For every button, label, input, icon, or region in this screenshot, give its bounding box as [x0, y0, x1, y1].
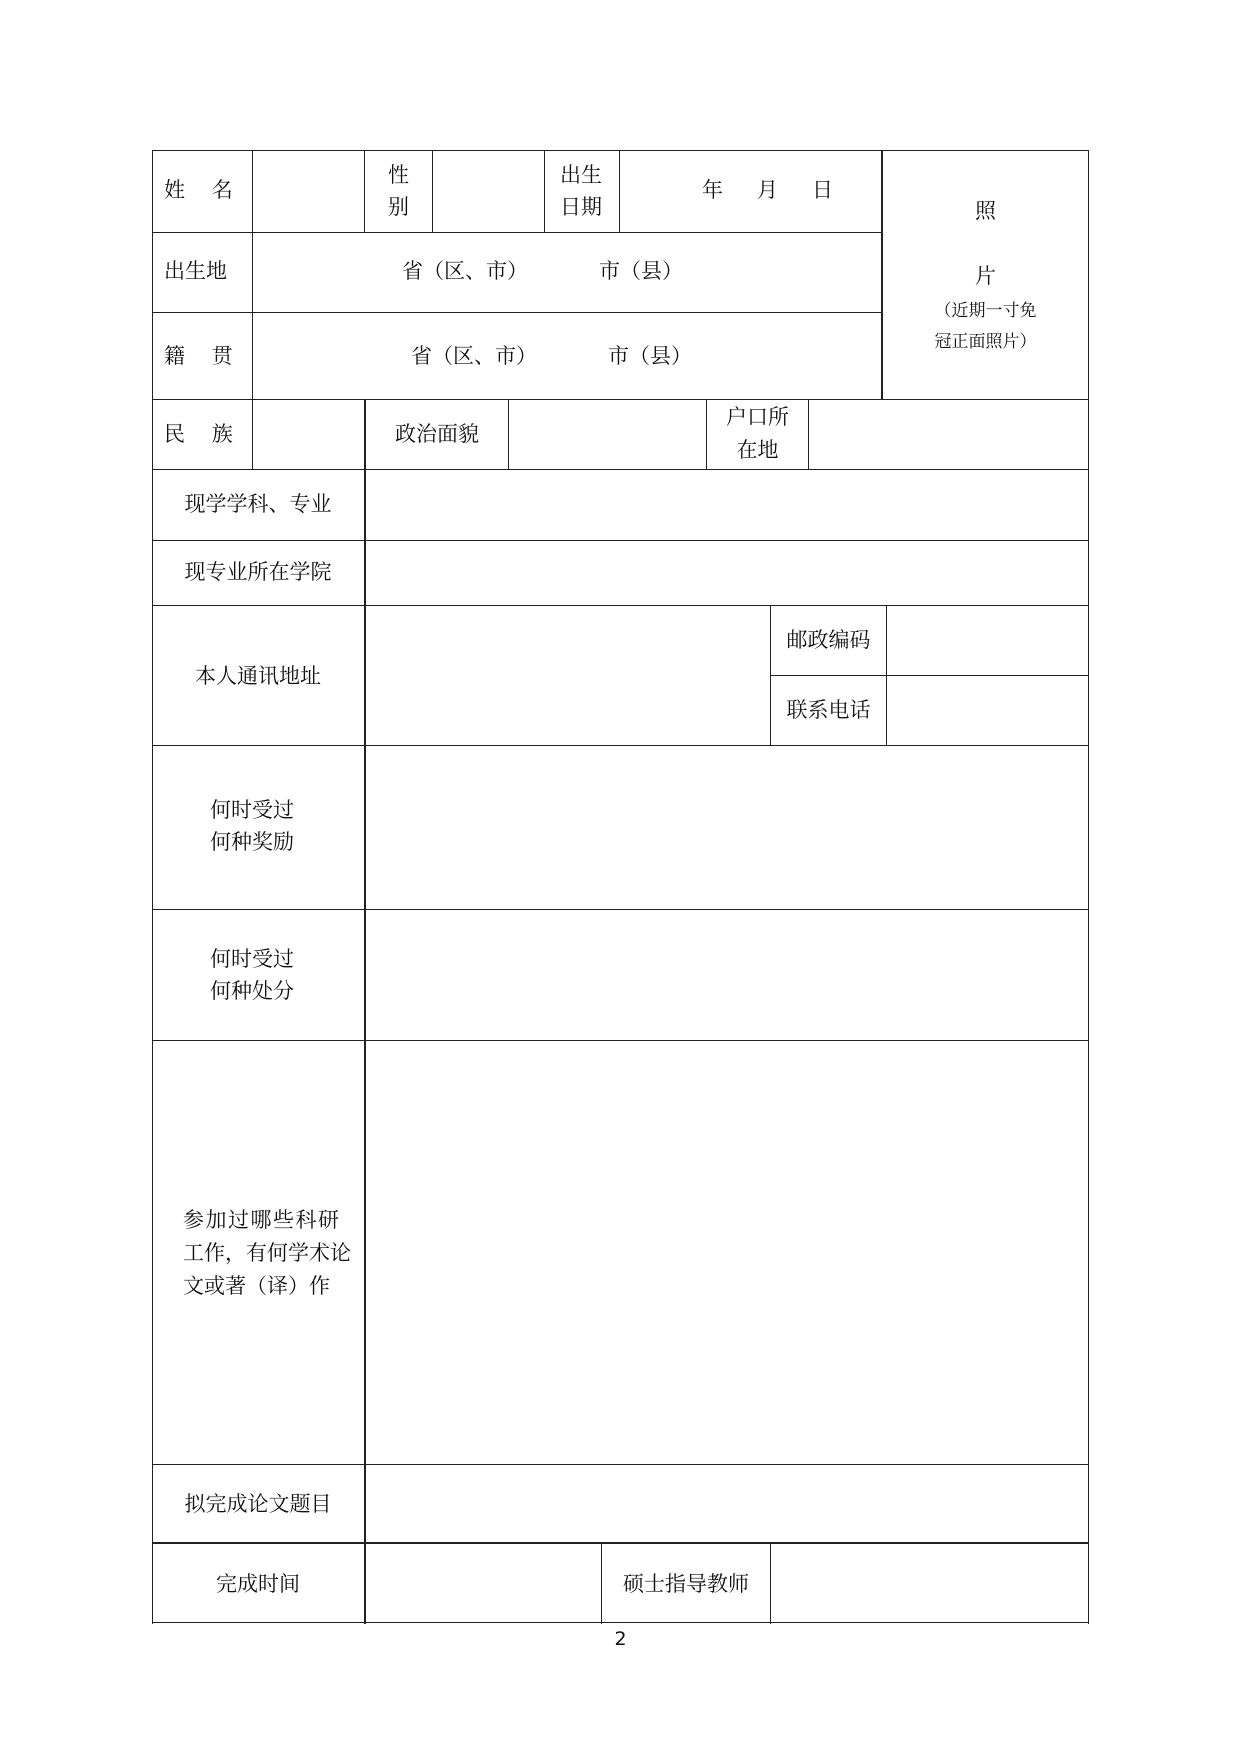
phone-input-cell[interactable]	[887, 676, 1088, 745]
research-input-cell[interactable]	[366, 1041, 1088, 1464]
finish-time-input-cell[interactable]	[366, 1544, 601, 1622]
birth-date-label-line2: 日期	[560, 195, 602, 219]
advisor-label: 硕士指导教师	[623, 1572, 749, 1596]
ethnicity-input-cell[interactable]	[253, 400, 364, 469]
postcode-label: 邮政编码	[786, 628, 871, 652]
address-input-cell[interactable]	[366, 606, 770, 745]
grid-line	[152, 1622, 1089, 1623]
awards-label-line1: 何时受过	[210, 798, 294, 822]
research-label-line2: 工作，有何学术论	[183, 1241, 351, 1265]
political-status-label: 政治面貌	[395, 422, 479, 446]
advisor-input-cell[interactable]	[771, 1544, 1088, 1622]
research-label-line1: 参加过哪些科研	[183, 1208, 341, 1232]
name-label: 姓 名	[164, 178, 233, 202]
photo-note-line2: 冠正面照片）	[934, 332, 1037, 352]
finish-time-label: 完成时间	[216, 1572, 300, 1596]
gender-label-line1: 性	[388, 163, 409, 187]
penalty-input-cell[interactable]	[366, 910, 1088, 1040]
penalty-label-line1: 何时受过	[210, 947, 294, 971]
grid-line	[364, 150, 365, 232]
birthplace-province-unit: 省（区、市）	[402, 259, 528, 283]
photo-label-char2: 片	[975, 264, 996, 288]
application-form-table	[152, 150, 1089, 1624]
thesis-title-label: 拟完成论文题目	[184, 1492, 332, 1516]
penalty-label-line2: 何种处分	[210, 979, 294, 1003]
birthplace-label: 出生地	[164, 259, 227, 283]
gender-label-line2: 别	[388, 195, 409, 219]
native-place-city-unit: 市（县）	[608, 344, 692, 368]
birth-date-label-line1: 出生	[560, 163, 602, 187]
phone-label: 联系电话	[786, 698, 871, 722]
college-input-cell[interactable]	[366, 541, 1088, 605]
birth-date-input-cell[interactable]	[620, 151, 881, 232]
birthplace-city-unit: 市（县）	[599, 259, 683, 283]
major-input-cell[interactable]	[366, 470, 1088, 540]
ethnicity-label: 民 族	[164, 422, 233, 446]
hukou-input-cell[interactable]	[809, 400, 1088, 469]
postcode-input-cell[interactable]	[887, 606, 1088, 675]
gender-input-cell[interactable]	[433, 151, 544, 232]
page-number: 2	[614, 1628, 627, 1650]
awards-input-cell[interactable]	[366, 746, 1088, 909]
photo-note-line1: （近期一寸免	[934, 301, 1037, 321]
birthplace-input-cell[interactable]	[253, 233, 881, 312]
grid-line	[152, 150, 153, 1624]
native-place-province-unit: 省（区、市）	[411, 344, 537, 368]
political-status-input-cell[interactable]	[509, 400, 706, 469]
college-label: 现专业所在学院	[184, 560, 332, 584]
major-label: 现学学科、专业	[184, 492, 332, 516]
native-place-input-cell[interactable]	[253, 313, 881, 399]
grid-line	[544, 150, 545, 232]
birth-year-unit: 年	[702, 178, 723, 202]
awards-label-line2: 何种奖励	[210, 830, 294, 854]
grid-line	[1088, 150, 1089, 1624]
address-label: 本人通讯地址	[195, 664, 321, 688]
hukou-label-line2: 在地	[736, 438, 779, 462]
birth-month-unit: 月	[757, 178, 778, 202]
hukou-label-line1: 户口所	[726, 405, 789, 429]
photo-label-char1: 照	[975, 199, 996, 223]
native-place-label: 籍 贯	[164, 344, 233, 368]
birth-day-unit: 日	[812, 178, 833, 202]
research-label-line3: 文或著（译）作	[183, 1274, 330, 1298]
thesis-title-input-cell[interactable]	[366, 1465, 1088, 1542]
name-input-cell[interactable]	[253, 151, 364, 232]
